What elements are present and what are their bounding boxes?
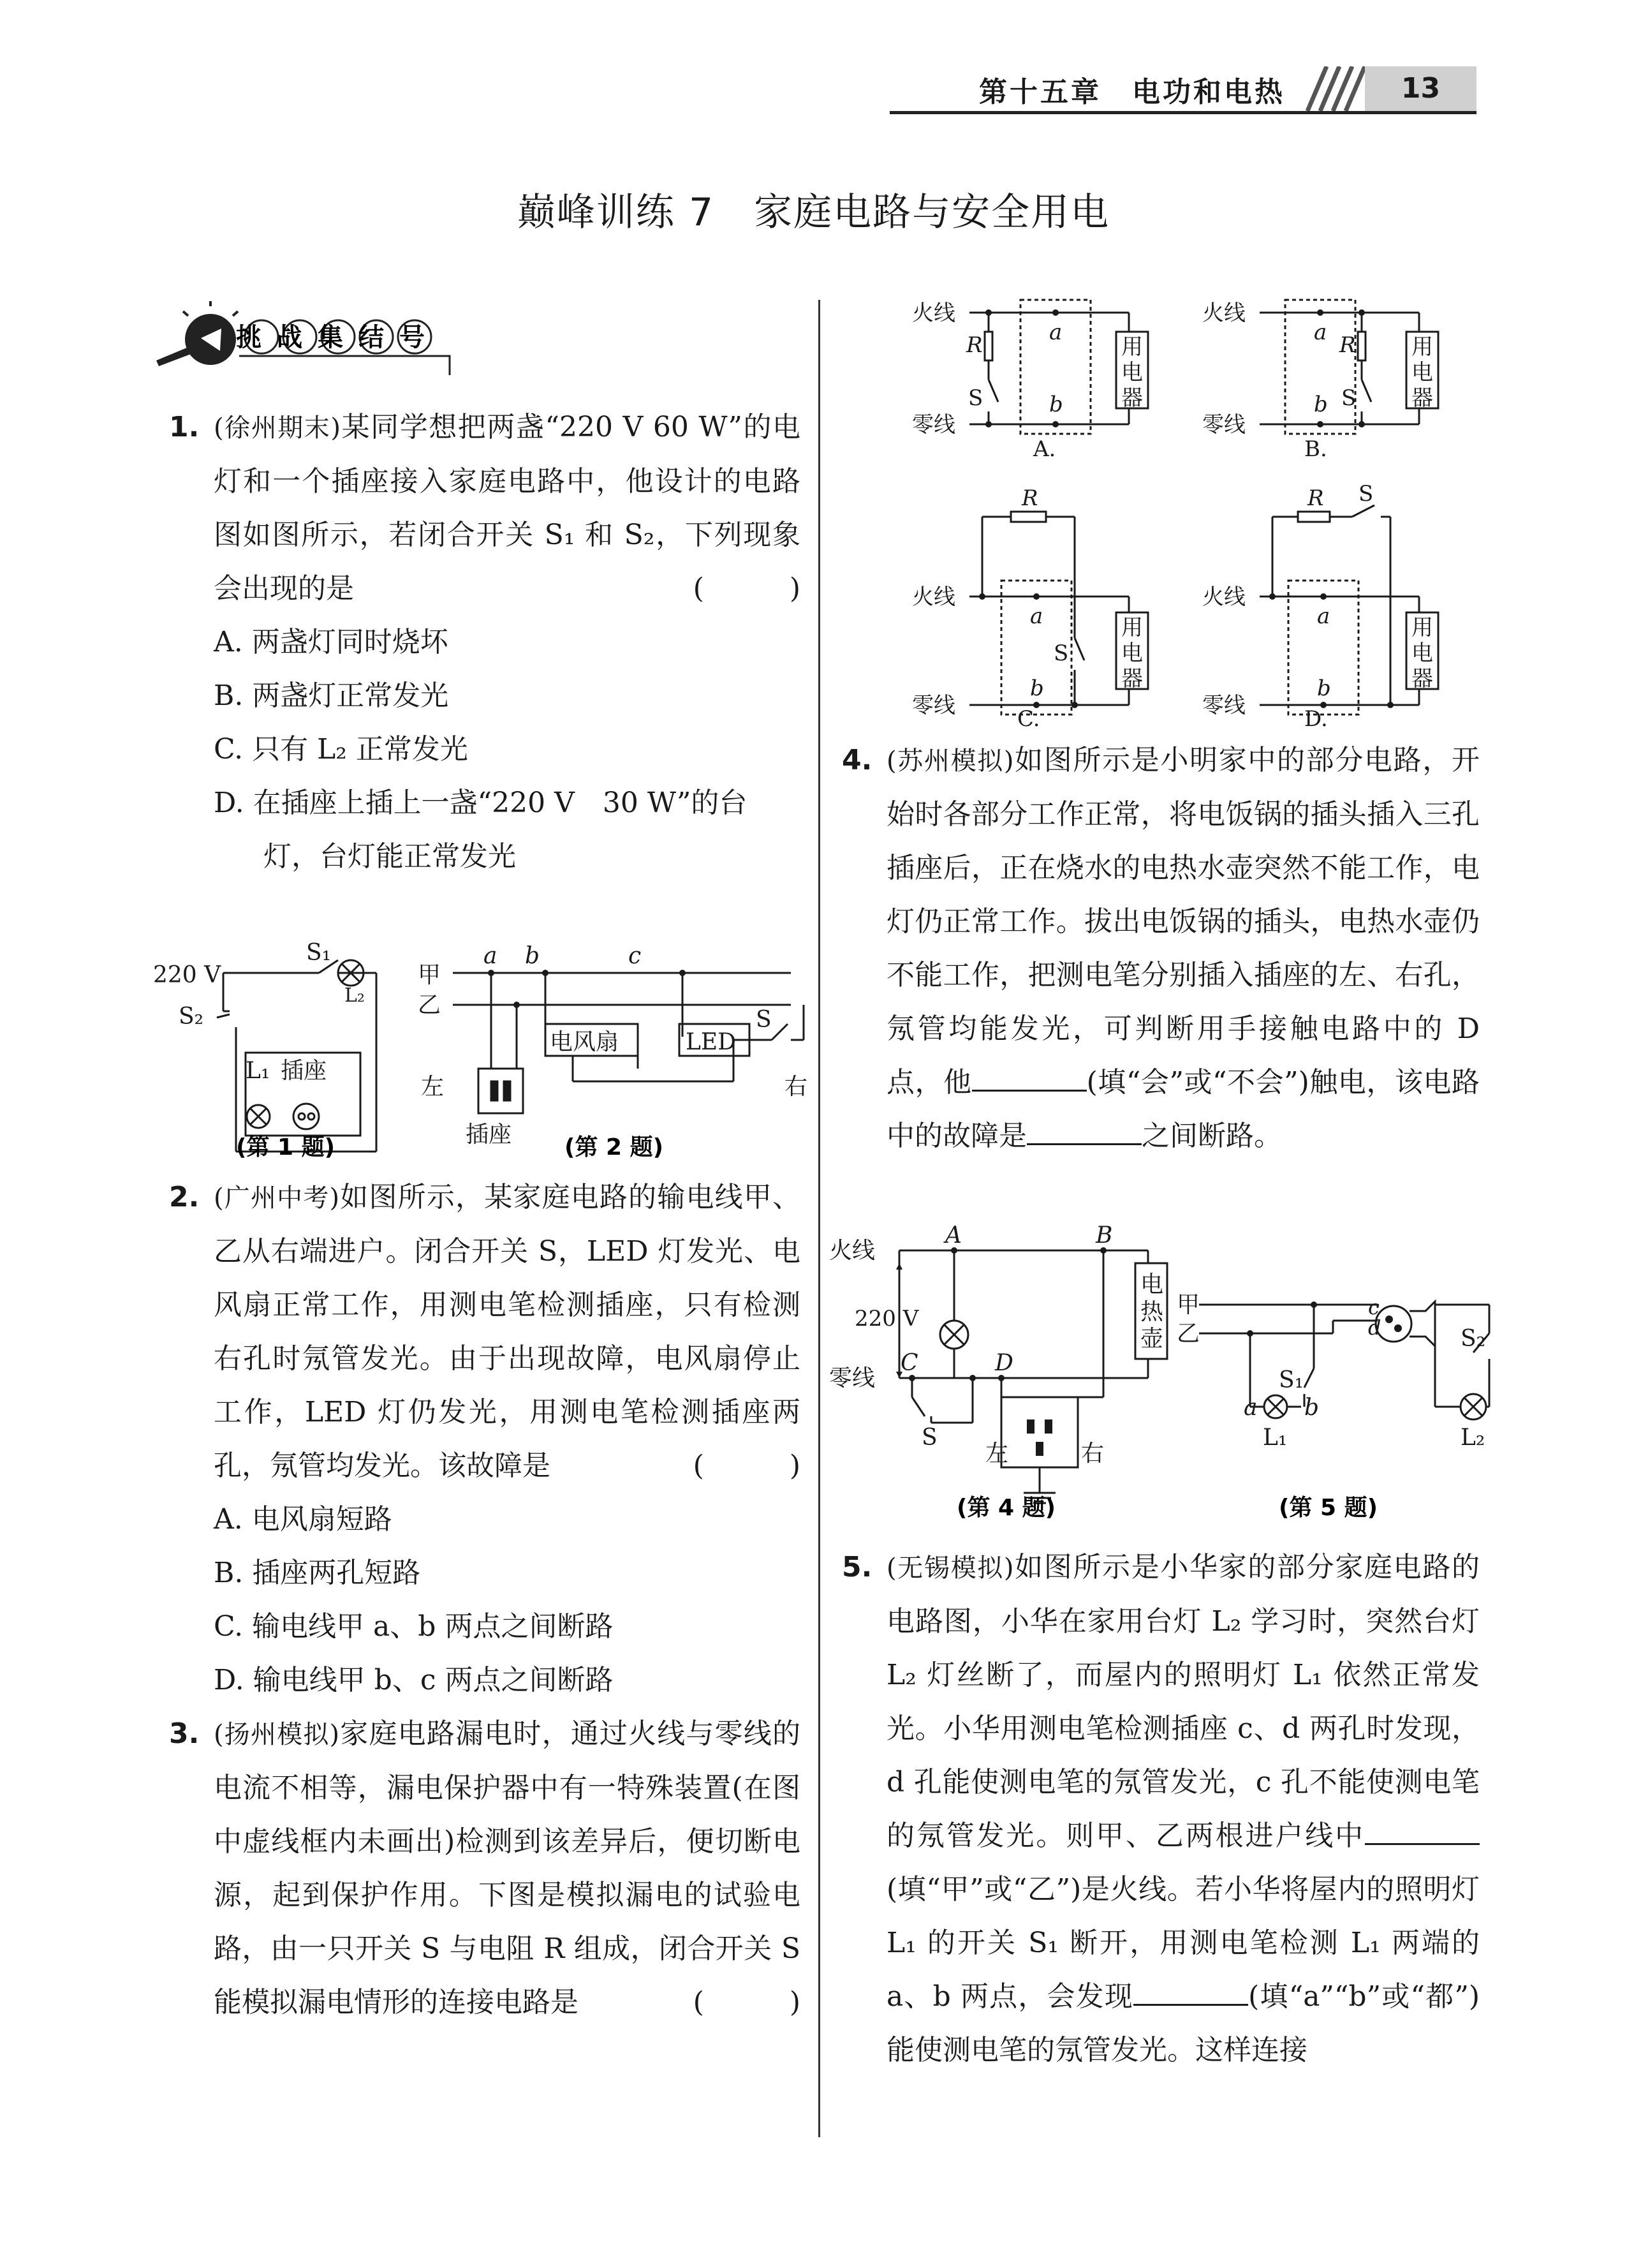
fig5-d: d: [1368, 1316, 1381, 1340]
page-title: 巅峰训练 7 家庭电路与安全用电: [517, 190, 1110, 235]
question-4: [842, 734, 1480, 1163]
fig3d-b: b: [1317, 676, 1331, 701]
header-stripes: [1304, 66, 1365, 111]
fig5-b: b: [1304, 1395, 1320, 1421]
question-number: 2.: [169, 1181, 200, 1213]
fig3d-app1: 电: [1411, 641, 1433, 666]
fig1-l1: L₁: [246, 1058, 270, 1084]
question-5: [842, 1541, 1480, 2077]
fig1-l2: L₂: [344, 984, 365, 1007]
fig5-s1: S₁: [1279, 1367, 1304, 1393]
fig1-voltage: 220 V: [153, 962, 221, 988]
fig3b-R: R: [1339, 332, 1356, 358]
fig2-jia: 甲: [418, 962, 441, 988]
caption-fig1: (第 1 题): [236, 1134, 335, 1160]
question-text: 家庭电路漏电时，通过火线与零线的电流不相等，漏电保护器中有一特殊装置(在图中虚线框内未画出)检测到该差异后，便切断电源，起到保护作用。下图是模拟漏电的试验电路，由一只开关 S 与电阻 R 组成，闭合开关 S 能模拟漏电情形的连接电路是: [214, 1717, 801, 2019]
right-column-2: [842, 1541, 1480, 2077]
fig3d-app2: 器: [1411, 666, 1433, 692]
question-text: 如图所示，某家庭电路的输电线甲、乙从右端进户。闭合开关 S，LED 灯发光、电风扇正常工作，用测电笔检测插座，只有检测右孔时氖管发光。由于出现故障，电风扇停止工作，LED 灯仍发光，用测电笔检测插座两孔，氖管均发光。该故障是: [214, 1181, 801, 1482]
fig5-jia: 甲: [1177, 1292, 1200, 1318]
fig1-s2: S₂: [179, 1004, 204, 1030]
fig3d-S: S: [1358, 481, 1374, 507]
question-text-mid: (填“会”或“不会”)触电，该电路中的故障是: [887, 1066, 1480, 1152]
option-d[interactable]: D. 在插座上插上一盏“220 V 30 W”的台: [214, 787, 747, 819]
fig4-neutral: 零线: [829, 1365, 876, 1391]
fig3c-neutral: 零线: [912, 693, 955, 718]
fig3d-live: 火线: [1202, 584, 1246, 610]
caption-fig5: (第 5 题): [1279, 1495, 1378, 1521]
answer-blank-2[interactable]: [1133, 1978, 1248, 2006]
fig4-C: C: [901, 1350, 918, 1376]
fig4-left: 左: [985, 1441, 1009, 1467]
fig3b-S: S: [1341, 385, 1357, 411]
fig3b-neutral: 零线: [1202, 412, 1246, 438]
question-text: 如图所示是小华家的部分家庭电路的电路图，小华在家用台灯 L₂ 学习时，突然台灯 L₂ 灯丝断了，而屋内的照明灯 L₁ 依然正常发光。小华用测电笔检测插座 c、d 两孔时发现，d 孔能使测电笔的氖管发光，c 孔不能使测电笔的氖管发光。则甲、乙两根进户线中: [887, 1551, 1480, 1852]
fig3b-b: b: [1314, 392, 1328, 417]
option-a[interactable]: A. 两盏灯同时烧坏: [214, 626, 448, 658]
question-number: 3.: [169, 1717, 200, 1750]
fig4-D: D: [995, 1350, 1013, 1376]
question-source: (徐州期末): [214, 413, 341, 443]
answer-blank-1[interactable]: [1365, 1818, 1480, 1845]
fig2-c: c: [628, 943, 642, 969]
caption-fig4: (第 4 题): [957, 1495, 1056, 1521]
fig3c-app1: 电: [1121, 641, 1143, 666]
fig2-a: a: [483, 943, 497, 969]
fig3-label-A: A.: [1033, 436, 1056, 462]
option-c[interactable]: C. 只有 L₂ 正常发光: [214, 733, 468, 766]
fig3a-S: S: [968, 385, 983, 411]
question-source: (苏州模拟): [887, 746, 1014, 776]
question-text: 如图所示是小明家中的部分电路，开始时各部分工作正常，将电饭锅的插头插入三孔插座后，正在烧水的电热水壶突然不能工作，电灯仍正常工作。拔出电饭锅的插头，电热水壶仍不能工作，把测电笔分别插入插座的左、右孔，氖管均能发光，可判断用手接触电路中的 D 点，他: [887, 744, 1480, 1099]
fig4-B: B: [1096, 1225, 1113, 1249]
left-column: [169, 401, 839, 884]
fig3c-R: R: [1022, 485, 1038, 511]
fig3b-live: 火线: [1202, 300, 1246, 326]
question-source: (广州中考): [214, 1183, 340, 1213]
fig3c-S: S: [1054, 641, 1069, 666]
fig5-l2: L₂: [1461, 1425, 1485, 1451]
answer-paren[interactable]: ( ): [693, 1986, 839, 2019]
fig3-label-D: D.: [1304, 706, 1328, 727]
left-column-2: [169, 1171, 839, 2029]
fig3d-a: a: [1317, 604, 1330, 629]
option-d-continued: 灯，台灯能正常发光: [263, 840, 516, 873]
fig3b-a: a: [1314, 320, 1327, 345]
fig5-a: a: [1244, 1395, 1258, 1421]
question-number: 4.: [842, 744, 872, 776]
fig4-right: 右: [1081, 1441, 1105, 1467]
fig5-l1: L₁: [1263, 1425, 1288, 1451]
fig4-kettle2: 壶: [1140, 1326, 1164, 1352]
fig3b-app0: 用: [1411, 334, 1433, 360]
fig2-fan: 电风扇: [550, 1029, 619, 1055]
challenge-badge: [150, 300, 475, 380]
fig4-voltage: 220 V: [855, 1306, 919, 1331]
fig3-label-B: B.: [1304, 436, 1327, 462]
fig3a-app1: 电: [1121, 360, 1143, 385]
fig5-c: c: [1368, 1295, 1380, 1319]
fig2-socket: 插座: [466, 1122, 512, 1148]
page-number: 13: [1365, 66, 1476, 111]
fig4-kettle1: 热: [1140, 1299, 1164, 1325]
fig3a-R: R: [966, 332, 983, 358]
answer-blank-2[interactable]: [1027, 1118, 1142, 1145]
question-1: [169, 401, 839, 884]
figure-1-2: [147, 935, 810, 1164]
fig3b-app2: 器: [1411, 385, 1433, 411]
figure-3-options: [906, 281, 1480, 727]
fig2-right: 右: [784, 1074, 808, 1100]
fig5-yi: 乙: [1177, 1321, 1200, 1347]
question-text-mid: (填“甲”或“乙”)是火线。若小华将屋内的照明灯 L₁ 的开关 S₁ 断开，用测电笔检测 L₁ 两端的 a、b 两点，会发现: [887, 1873, 1480, 2013]
question-source: (扬州模拟): [214, 1720, 340, 1749]
fig4-A: A: [945, 1225, 962, 1249]
fig2-led: LED: [686, 1029, 737, 1055]
fig3c-app2: 器: [1121, 666, 1143, 692]
fig4-live: 火线: [829, 1238, 876, 1264]
figure-4-5: [829, 1225, 1492, 1538]
option-b[interactable]: B. 插座两孔短路: [214, 1557, 421, 1589]
header-rule: [890, 111, 1476, 114]
fig2-b: b: [525, 943, 540, 969]
trumpet-icon: [156, 301, 238, 366]
answer-blank-1[interactable]: [972, 1064, 1087, 1092]
question-source: (无锡模拟): [887, 1553, 1014, 1583]
question-number: 5.: [842, 1551, 872, 1583]
fig4-S: S: [922, 1425, 938, 1451]
fig3-label-C: C.: [1017, 706, 1040, 727]
fig4-kettle0: 电: [1140, 1271, 1164, 1298]
fig5-s2: S₂: [1461, 1326, 1486, 1352]
right-column-1: [842, 734, 1480, 1163]
question-3: [169, 1707, 839, 2029]
fig3a-app0: 用: [1121, 334, 1143, 360]
fig3a-a: a: [1049, 320, 1063, 345]
option-b[interactable]: B. 两盏灯正常发光: [214, 679, 449, 712]
fig3c-live: 火线: [912, 584, 955, 610]
fig3a-b: b: [1049, 392, 1063, 417]
fig1-socket: 插座: [281, 1058, 327, 1084]
chapter-header: 第十五章 电功和电热: [979, 76, 1285, 108]
question-text-end: (填“a”“b”或“都”)能使测电笔的氖管发光。这样连接: [887, 1980, 1480, 2066]
question-number: 1.: [169, 411, 200, 443]
badge-label: 挑战集结号: [236, 322, 440, 352]
option-d[interactable]: D. 输电线甲 b、c 两点之间断路: [214, 1664, 614, 1696]
fig3c-app0: 用: [1121, 615, 1143, 641]
fig3d-neutral: 零线: [1202, 693, 1246, 718]
option-a[interactable]: A. 电风扇短路: [214, 1503, 392, 1536]
question-text: 某同学想把两盏“220 V 60 W”的电灯和一个插座接入家庭电路中，他设计的电路图如图所示，若闭合开关 S₁ 和 S₂，下列现象会出现的是: [214, 411, 801, 605]
fig3a-neutral: 零线: [912, 412, 955, 438]
answer-paren[interactable]: ( ): [693, 1449, 839, 1482]
question-text-end: 之间断路。: [1142, 1120, 1282, 1152]
fig3c-b: b: [1030, 676, 1044, 701]
question-2: [169, 1171, 839, 1707]
fig2-yi: 乙: [418, 992, 441, 1018]
answer-paren[interactable]: ( ): [693, 572, 839, 605]
fig3d-R: R: [1307, 485, 1324, 511]
fig3c-a: a: [1030, 604, 1043, 629]
caption-fig2: (第 2 题): [564, 1134, 664, 1160]
fig3a-live: 火线: [912, 300, 955, 326]
fig2-left: 左: [421, 1074, 445, 1100]
option-c[interactable]: C. 输电线甲 a、b 两点之间断路: [214, 1610, 614, 1643]
fig3d-app0: 用: [1411, 615, 1433, 641]
fig1-s1: S₁: [306, 940, 332, 966]
fig3a-app2: 器: [1121, 385, 1143, 411]
fig2-s: S: [756, 1007, 772, 1033]
fig3b-app1: 电: [1411, 360, 1433, 385]
